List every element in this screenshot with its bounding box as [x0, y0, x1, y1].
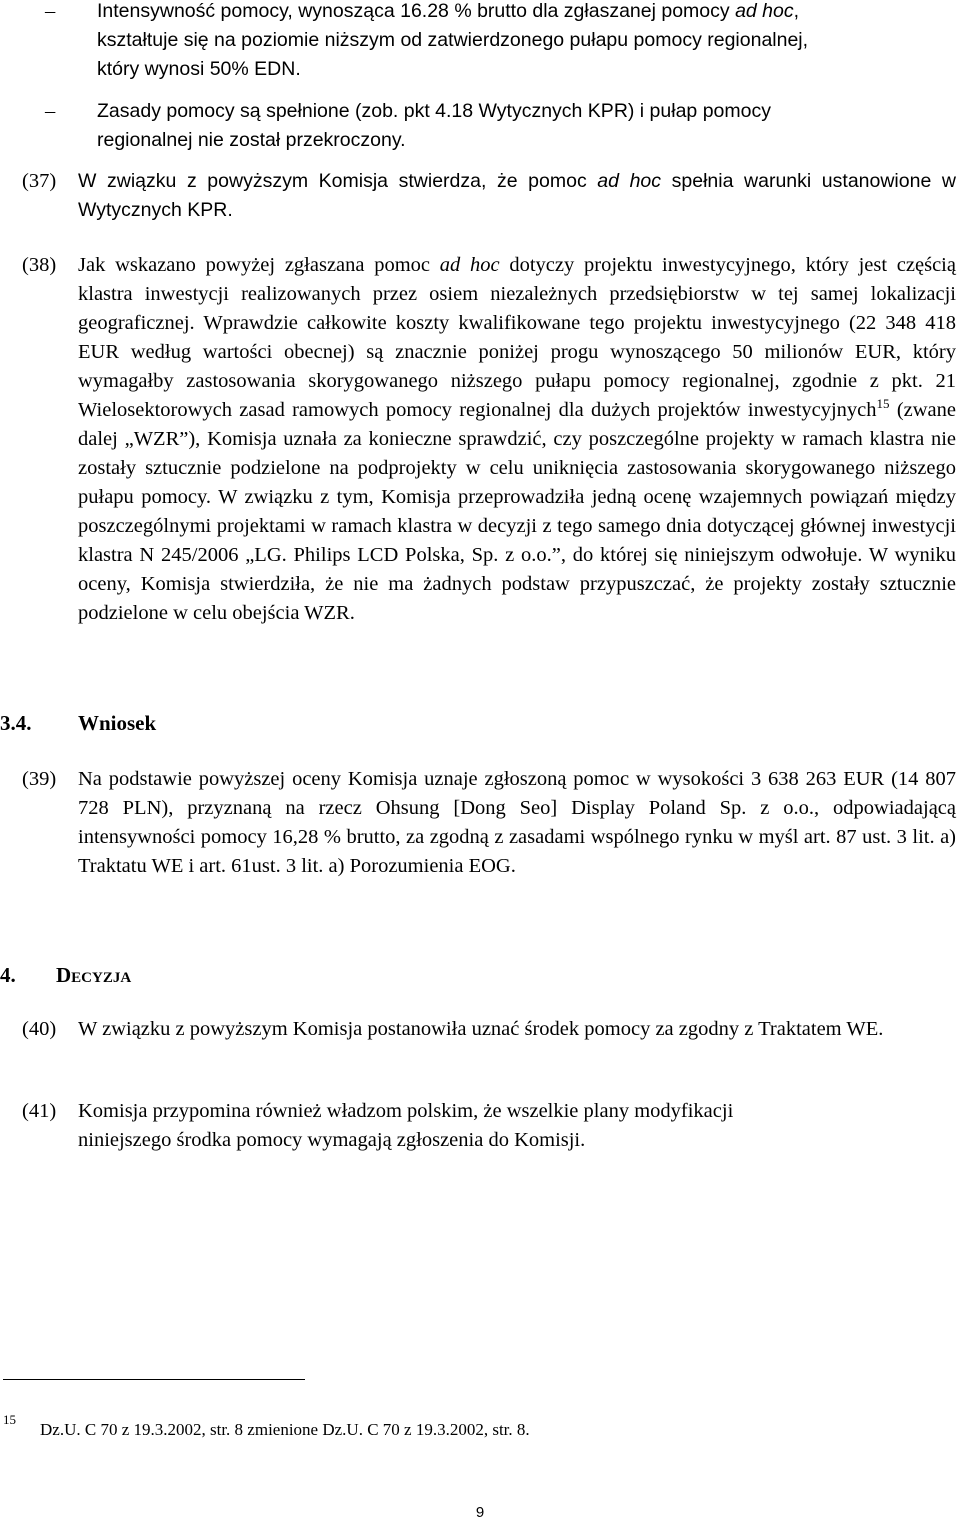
bullet-text: [97, 0, 960, 84]
paragraph-number: (37): [22, 170, 57, 192]
footnote-separator: [3, 1379, 305, 1380]
paragraph-39: [22, 765, 956, 881]
dash-marker: –: [45, 100, 56, 122]
footnote-number: 15: [3, 1412, 16, 1427]
paragraph-37: [22, 167, 956, 225]
text-line: który wynosi 50% EDN.: [97, 58, 301, 80]
section-number: 4.: [0, 963, 16, 987]
italic-term: ad hoc: [439, 254, 500, 276]
section-title: Wniosek: [78, 711, 157, 735]
dash-marker: –: [45, 0, 56, 22]
text-line: Zasady pomocy są spełnione (zob. pkt 4.18 Wytycznych KPR) i pułap pomocy: [97, 100, 771, 122]
paragraph-41: [22, 1097, 956, 1155]
page-number: 9: [475, 1504, 485, 1521]
paragraph-40: [22, 1015, 956, 1044]
paragraph-text: Jak wskazano powyżej zgłaszana pomoc ad hoc dotyczy projektu inwestycyjnego, który jest częścią klastra inwestycji realizowanych przez osiem niezależnych przedsiębiorstw w tej samej lokalizacji geograficznej. Wprawdzie całkowite koszty kwalifikowane tego projektu inwestycyjnego (22 348 418 EUR według wartości obecnej) są znacznie poniżej progu wynoszącego 50 milionów EUR, który wymagałby zastosowania skorygowanego niższego pułapu pomocy regionalnej, zgodnie z pkt. 21 Wielosektorowych zasad ramowych pomocy regionalnej dla dużych projektów inwestycyjnych$^{15}$ (zwane dalej „WZR”), Komisja uznała za konieczne sprawdzić, czy poszczególne projekty w ramach klastra nie zostały sztucznie podzielone na podprojekty w celu uniknięcia zastosowania skorygowanego niższego pułapu pomocy. W związku z tym, Komisja przeprowadziła jedną ocenę wzajemnych powiązań między poszczególnymi projektami w ramach klastra w decyzji z tego samego dnia dotyczącej głównej inwestycji klastra N 245/2006 „LG. Philips LCD Polska, Sp. z o.o.”, do której się niniejszym odwołuje. W wyniku oceny, Komisja stwierdziła, że nie ma żadnych podstaw przypuszczać, że projekty zostały sztucznie podzielone w celu obejścia WZR.: [78, 254, 956, 624]
italic-term: ad hoc: [597, 170, 662, 192]
italic-term: ad hoc: [735, 0, 794, 22]
paragraph-text: [78, 1097, 956, 1155]
text-line: kształtuje się na poziomie niższym od zatwierdzonego pułapu pomocy regionalnej,: [97, 29, 809, 51]
text-line: Intensywność pomocy, wynosząca 16.28 % brutto dla zgłaszanej pomocy ad hoc,: [97, 0, 800, 22]
paragraph-text: Na podstawie powyższej oceny Komisja uznaje zgłoszoną pomoc w wysokości 3 638 263 EUR (14 807 728 PLN), przyznaną na rzecz Ohsung [Dong Seo] Display Poland Sp. z o.o., odpowiadającą intensywności pomocy 16,28 % brutto, za zgodną z zasadami wspólnego rynku w myśl art. 87 ust. 3 lit. a) Traktatu WE i art. 61ust. 3 lit. a) Porozumienia EOG.: [78, 768, 956, 877]
text-line: Komisja przypomina również władzom polskim, że wszelkie plany modyfikacji: [78, 1100, 734, 1122]
paragraph-text: W związku z powyższym Komisja stwierdza, że pomoc ad hoc spełnia warunki ustanowione w Wytycznych KPR.: [78, 170, 956, 221]
paragraph-text: W związku z powyższym Komisja postanowiła uznać środek pomocy za zgodny z Traktatem WE.: [78, 1018, 884, 1040]
footnote-text: Dz.U. C 70 z 19.3.2002, str. 8 zmienione Dz.U. C 70 z 19.3.2002, str. 8.: [40, 1420, 530, 1439]
paragraph-number: (40): [22, 1018, 57, 1040]
section-number: 3.4.: [0, 711, 32, 735]
paragraph-number: (39): [22, 768, 57, 790]
section-title: Decyzja: [56, 963, 132, 987]
bullet-text: [97, 97, 960, 155]
paragraph-38: [22, 251, 956, 628]
footnote-reference: 15: [876, 396, 890, 412]
text-line: regionalnej nie został przekroczony.: [97, 129, 406, 151]
paragraph-number: (38): [22, 254, 57, 276]
paragraph-number: (41): [22, 1100, 57, 1122]
text-line: niniejszego środka pomocy wymagają zgłoszenia do Komisji.: [78, 1129, 586, 1151]
